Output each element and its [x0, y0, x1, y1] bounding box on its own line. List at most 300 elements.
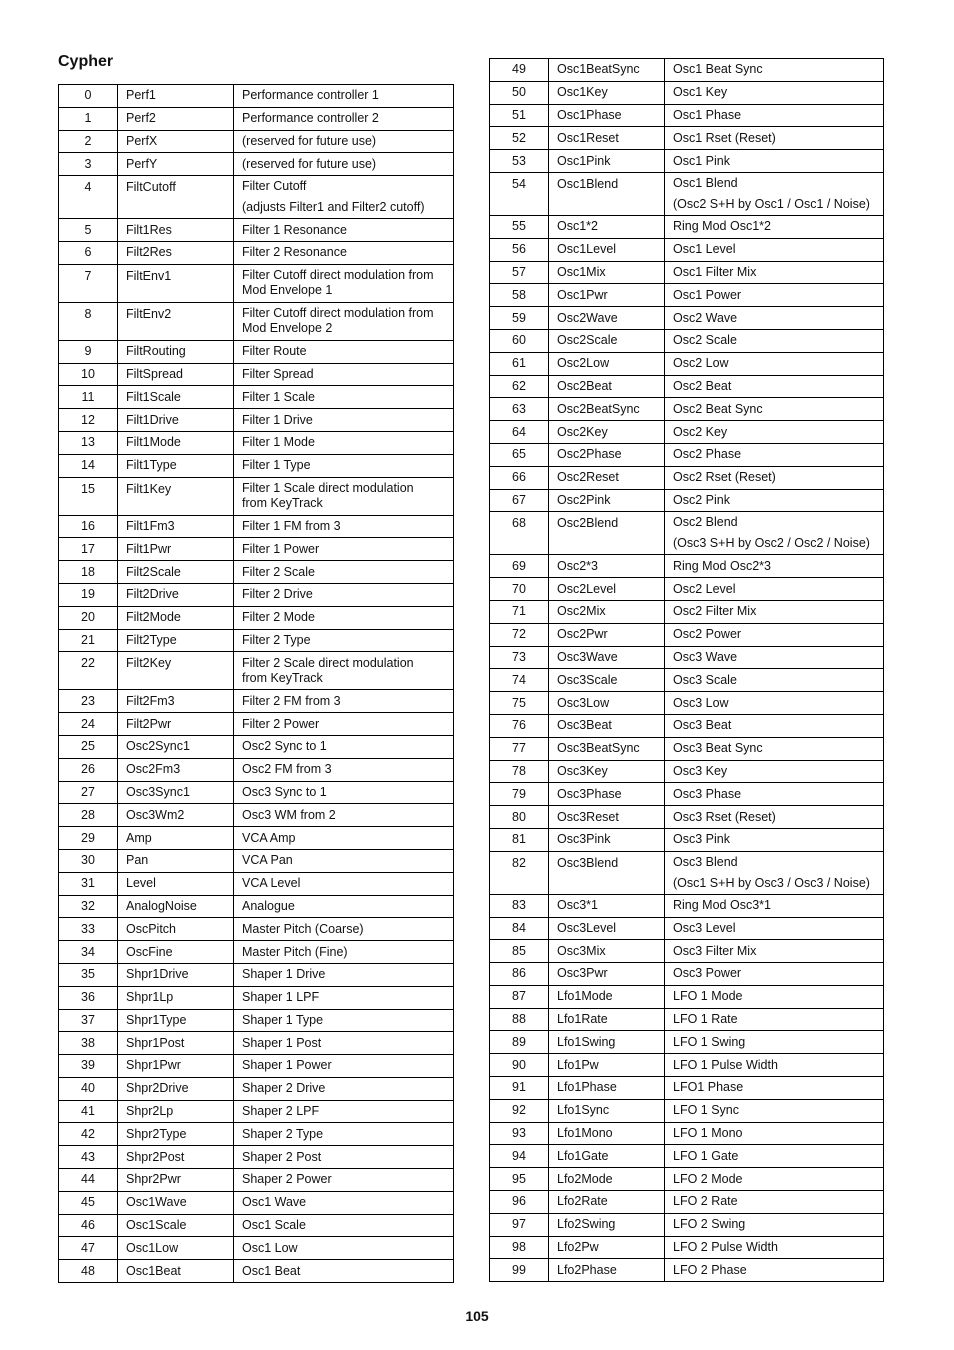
param-number: 33: [59, 918, 118, 941]
table-row: [490, 1008, 884, 1031]
param-number: 59: [490, 307, 549, 330]
table-row: [59, 561, 454, 584]
param-number: 97: [490, 1213, 549, 1236]
param-number: 64: [490, 421, 549, 444]
param-number: 46: [59, 1214, 118, 1237]
param-name: Osc2BeatSync: [549, 398, 665, 421]
param-number: 49: [490, 59, 549, 82]
param-number: 89: [490, 1031, 549, 1054]
table-row: [490, 1122, 884, 1145]
param-description: Ring Mod Osc1*2: [665, 215, 884, 238]
param-number: 85: [490, 940, 549, 963]
table-row: [59, 781, 454, 804]
param-number: 53: [490, 150, 549, 173]
param-description: VCA Pan: [234, 849, 454, 872]
param-description: Filter 1 Resonance: [234, 219, 454, 242]
param-description-line: Filter 2 Scale direct modulation: [242, 655, 414, 670]
param-name: Osc1Reset: [549, 127, 665, 150]
param-name: Level: [118, 872, 234, 895]
param-description: Filter 1 FM from 3: [234, 515, 454, 538]
table-row: [59, 515, 454, 538]
param-number: 65: [490, 443, 549, 466]
param-description: Filter 1 Power: [234, 538, 454, 561]
table-row: [59, 895, 454, 918]
param-number: 77: [490, 737, 549, 760]
param-number: 93: [490, 1122, 549, 1145]
table-row: [59, 713, 454, 736]
table-row: [59, 107, 454, 130]
param-number: 69: [490, 555, 549, 578]
param-name: Lfo2Phase: [549, 1259, 665, 1282]
param-number: 26: [59, 758, 118, 781]
param-description: Filter 1 Scale: [234, 386, 454, 409]
table-row: [59, 735, 454, 758]
param-description: Filter 1 Mode: [234, 431, 454, 454]
param-number: 40: [59, 1077, 118, 1100]
param-number: 30: [59, 849, 118, 872]
param-number: 15: [59, 477, 118, 515]
param-description: Osc1 Rset (Reset): [665, 127, 884, 150]
param-name: Filt2Type: [118, 629, 234, 652]
param-name: Osc1Beat: [118, 1260, 234, 1283]
param-description-line: (Osc2 S+H by Osc1 / Osc1 / Noise): [673, 196, 870, 211]
param-name: FiltSpread: [118, 363, 234, 386]
param-name: Osc1Pink: [549, 150, 665, 173]
param-number: 81: [490, 828, 549, 851]
table-row: [59, 849, 454, 872]
param-name: Shpr1Drive: [118, 963, 234, 986]
table-row: [59, 130, 454, 153]
param-description-line: Filter Cutoff: [242, 179, 307, 194]
table-row: [59, 1191, 454, 1214]
table-row: [490, 172, 884, 215]
table-row: [490, 1259, 884, 1282]
param-number: 43: [59, 1146, 118, 1169]
param-number: 74: [490, 669, 549, 692]
param-description: VCA Level: [234, 872, 454, 895]
param-number: 25: [59, 735, 118, 758]
param-description: [234, 477, 454, 515]
param-number: 94: [490, 1145, 549, 1168]
param-name: Filt1Mode: [118, 431, 234, 454]
param-description: Shaper 2 Post: [234, 1146, 454, 1169]
table-row: [490, 238, 884, 261]
param-description: Osc3 Rset (Reset): [665, 806, 884, 829]
param-number: 35: [59, 963, 118, 986]
param-description: Osc3 WM from 2: [234, 804, 454, 827]
param-description: Filter Route: [234, 340, 454, 363]
param-number: 95: [490, 1168, 549, 1191]
param-name: FiltEnv2: [118, 302, 234, 340]
table-row: [59, 1077, 454, 1100]
table-row: [59, 629, 454, 652]
page-title: Cypher: [58, 53, 114, 70]
param-description: [234, 264, 454, 302]
param-name: Lfo2Pw: [549, 1236, 665, 1259]
table-row: [490, 466, 884, 489]
param-number: 3: [59, 153, 118, 176]
param-number: 17: [59, 538, 118, 561]
param-description: Filter 2 Drive: [234, 583, 454, 606]
param-description: Performance controller 2: [234, 107, 454, 130]
param-description: Shaper 2 Power: [234, 1169, 454, 1192]
param-number: 39: [59, 1055, 118, 1078]
param-number: 31: [59, 872, 118, 895]
param-name: Filt2Drive: [118, 583, 234, 606]
table-row: [490, 81, 884, 104]
table-row: [490, 851, 884, 894]
param-name: Shpr1Lp: [118, 986, 234, 1009]
table-row: [59, 1214, 454, 1237]
param-number: 19: [59, 583, 118, 606]
param-description: LFO 1 Rate: [665, 1008, 884, 1031]
table-row: [59, 538, 454, 561]
param-description: Osc3 Low: [665, 692, 884, 715]
table-row: [490, 1077, 884, 1100]
param-name: Osc3Phase: [549, 783, 665, 806]
param-number: 96: [490, 1191, 549, 1214]
param-number: 73: [490, 646, 549, 669]
param-name: Filt2Res: [118, 241, 234, 264]
param-description: Shaper 2 Drive: [234, 1077, 454, 1100]
param-name: Osc3Wave: [549, 646, 665, 669]
parameter-table-right: [489, 58, 884, 1282]
param-number: 8: [59, 302, 118, 340]
param-number: 4: [59, 176, 118, 219]
param-number: 24: [59, 713, 118, 736]
table-row: [490, 600, 884, 623]
param-number: 21: [59, 629, 118, 652]
table-row: [490, 329, 884, 352]
param-name: Shpr1Pwr: [118, 1055, 234, 1078]
table-row: [59, 1009, 454, 1032]
table-row: [490, 578, 884, 601]
param-description: Osc2 Filter Mix: [665, 600, 884, 623]
param-number: 61: [490, 352, 549, 375]
param-description: LFO 1 Mode: [665, 985, 884, 1008]
param-description: [665, 851, 884, 894]
param-description: Shaper 2 Type: [234, 1123, 454, 1146]
param-name: Filt1Drive: [118, 409, 234, 432]
param-number: 1: [59, 107, 118, 130]
param-name: Osc2Wave: [549, 307, 665, 330]
table-row: [59, 652, 454, 690]
param-description: LFO 2 Swing: [665, 1213, 884, 1236]
param-description-line: Osc3 Blend: [673, 854, 738, 869]
table-row: [59, 872, 454, 895]
param-description: Shaper 2 LPF: [234, 1100, 454, 1123]
table-row: [59, 690, 454, 713]
param-number: 18: [59, 561, 118, 584]
param-description: (reserved for future use): [234, 130, 454, 153]
param-name: Shpr2Post: [118, 1146, 234, 1169]
param-description: Osc1 Phase: [665, 104, 884, 127]
param-number: 63: [490, 398, 549, 421]
param-name: Osc1Pwr: [549, 284, 665, 307]
param-name: Filt2Scale: [118, 561, 234, 584]
param-number: 50: [490, 81, 549, 104]
param-name: Lfo1Swing: [549, 1031, 665, 1054]
param-name: Osc2*3: [549, 555, 665, 578]
param-description: Osc2 Key: [665, 421, 884, 444]
table-row: [59, 386, 454, 409]
table-row: [59, 241, 454, 264]
param-number: 92: [490, 1099, 549, 1122]
param-description: Shaper 1 Drive: [234, 963, 454, 986]
param-name: Lfo2Swing: [549, 1213, 665, 1236]
param-number: 51: [490, 104, 549, 127]
param-name: Osc1BeatSync: [549, 59, 665, 82]
param-description: Filter 2 Power: [234, 713, 454, 736]
table-row: [490, 623, 884, 646]
param-description: LFO 2 Phase: [665, 1259, 884, 1282]
param-description: Master Pitch (Coarse): [234, 918, 454, 941]
param-number: 88: [490, 1008, 549, 1031]
param-number: 10: [59, 363, 118, 386]
param-name: Osc1Key: [549, 81, 665, 104]
param-number: 42: [59, 1123, 118, 1146]
param-number: 98: [490, 1236, 549, 1259]
param-number: 52: [490, 127, 549, 150]
param-description: Shaper 1 Power: [234, 1055, 454, 1078]
param-description: Osc3 Key: [665, 760, 884, 783]
param-number: 71: [490, 600, 549, 623]
param-description: Osc2 Wave: [665, 307, 884, 330]
table-row: [490, 215, 884, 238]
param-name: Osc2Fm3: [118, 758, 234, 781]
param-description: [665, 512, 884, 555]
param-description: LFO 1 Pulse Width: [665, 1054, 884, 1077]
param-name: Osc1Level: [549, 238, 665, 261]
table-row: [490, 127, 884, 150]
table-row: [490, 421, 884, 444]
param-name: Shpr2Pwr: [118, 1169, 234, 1192]
table-row: [59, 758, 454, 781]
param-number: 14: [59, 454, 118, 477]
table-row: [59, 176, 454, 219]
param-number: 60: [490, 329, 549, 352]
table-row: [59, 1169, 454, 1192]
param-name: Osc1Blend: [549, 172, 665, 215]
param-description: Osc1 Wave: [234, 1191, 454, 1214]
param-name: OscPitch: [118, 918, 234, 941]
param-number: 99: [490, 1259, 549, 1282]
param-name: Osc2Reset: [549, 466, 665, 489]
table-row: [490, 352, 884, 375]
param-name: Osc3Reset: [549, 806, 665, 829]
param-description-line: Filter Cutoff direct modulation from: [242, 306, 434, 321]
table-row: [490, 1145, 884, 1168]
param-name: Lfo1Rate: [549, 1008, 665, 1031]
param-number: 2: [59, 130, 118, 153]
param-description: Shaper 1 Type: [234, 1009, 454, 1032]
table-row: [59, 918, 454, 941]
param-description: Master Pitch (Fine): [234, 941, 454, 964]
table-row: [59, 941, 454, 964]
param-number: 20: [59, 606, 118, 629]
table-row: [490, 940, 884, 963]
table-row: [490, 150, 884, 173]
param-name: OscFine: [118, 941, 234, 964]
param-number: 6: [59, 241, 118, 264]
table-row: [490, 443, 884, 466]
param-description-line: (Osc1 S+H by Osc3 / Osc3 / Noise): [673, 875, 870, 890]
table-row: [490, 307, 884, 330]
param-name: Lfo1Gate: [549, 1145, 665, 1168]
table-row: [59, 219, 454, 242]
param-description: Osc2 Beat: [665, 375, 884, 398]
param-name: FiltRouting: [118, 340, 234, 363]
param-description: Osc3 Phase: [665, 783, 884, 806]
param-name: Osc3Pink: [549, 828, 665, 851]
param-number: 84: [490, 917, 549, 940]
param-name: Filt1Pwr: [118, 538, 234, 561]
param-description: Ring Mod Osc3*1: [665, 894, 884, 917]
param-description: LFO 1 Gate: [665, 1145, 884, 1168]
param-name: Osc2Pink: [549, 489, 665, 512]
param-name: Filt1Key: [118, 477, 234, 515]
param-name: Osc3Level: [549, 917, 665, 940]
param-number: 29: [59, 827, 118, 850]
param-number: 83: [490, 894, 549, 917]
param-number: 57: [490, 261, 549, 284]
param-description: LFO 1 Sync: [665, 1099, 884, 1122]
param-name: Perf1: [118, 85, 234, 108]
param-number: 11: [59, 386, 118, 409]
table-row: [490, 783, 884, 806]
param-name: Lfo1Sync: [549, 1099, 665, 1122]
param-description: Osc1 Low: [234, 1237, 454, 1260]
table-row: [490, 1031, 884, 1054]
table-row: [490, 1168, 884, 1191]
param-name: Osc1*2: [549, 215, 665, 238]
table-row: [59, 1146, 454, 1169]
param-name: Osc1Mix: [549, 261, 665, 284]
table-row: [59, 340, 454, 363]
table-row: [490, 1213, 884, 1236]
param-number: 68: [490, 512, 549, 555]
param-name: PerfX: [118, 130, 234, 153]
table-row: [490, 1191, 884, 1214]
table-row: [490, 1236, 884, 1259]
param-name: Pan: [118, 849, 234, 872]
param-name: AnalogNoise: [118, 895, 234, 918]
param-description: Osc3 Filter Mix: [665, 940, 884, 963]
param-description: Shaper 1 LPF: [234, 986, 454, 1009]
param-description: [234, 176, 454, 219]
param-number: 58: [490, 284, 549, 307]
param-description: LFO 2 Rate: [665, 1191, 884, 1214]
param-description-line: (Osc3 S+H by Osc2 / Osc2 / Noise): [673, 536, 870, 551]
param-description: Filter 2 Mode: [234, 606, 454, 629]
param-description-line: Filter Cutoff direct modulation from: [242, 268, 434, 283]
param-description: Osc2 Pink: [665, 489, 884, 512]
parameter-table-left: [58, 84, 454, 1283]
table-row: [59, 409, 454, 432]
param-name: Filt1Scale: [118, 386, 234, 409]
param-description: Filter 1 Drive: [234, 409, 454, 432]
param-name: Filt1Type: [118, 454, 234, 477]
param-name: Osc3Low: [549, 692, 665, 715]
table-row: [59, 302, 454, 340]
param-name: Osc2Pwr: [549, 623, 665, 646]
table-row: [490, 284, 884, 307]
param-description: [234, 302, 454, 340]
param-name: Filt1Res: [118, 219, 234, 242]
param-description: LFO 2 Pulse Width: [665, 1236, 884, 1259]
param-description: Osc1 Filter Mix: [665, 261, 884, 284]
param-description: Osc2 Sync to 1: [234, 735, 454, 758]
param-description: Osc3 Sync to 1: [234, 781, 454, 804]
table-row: [59, 1260, 454, 1283]
param-number: 70: [490, 578, 549, 601]
param-description: LFO1 Phase: [665, 1077, 884, 1100]
param-description-line: from KeyTrack: [242, 496, 323, 511]
param-number: 80: [490, 806, 549, 829]
param-name: Osc2Mix: [549, 600, 665, 623]
param-description: Osc1 Key: [665, 81, 884, 104]
table-row: [490, 894, 884, 917]
param-number: 62: [490, 375, 549, 398]
param-description: Osc1 Scale: [234, 1214, 454, 1237]
param-number: 0: [59, 85, 118, 108]
param-description-line: Osc2 Blend: [673, 515, 738, 530]
table-row: [490, 692, 884, 715]
param-description: Osc1 Beat: [234, 1260, 454, 1283]
param-name: Lfo1Mode: [549, 985, 665, 1008]
param-name: Lfo1Mono: [549, 1122, 665, 1145]
param-name: Osc3*1: [549, 894, 665, 917]
table-row: [59, 454, 454, 477]
table-row: [490, 375, 884, 398]
table-row: [59, 431, 454, 454]
param-number: 87: [490, 985, 549, 1008]
table-row: [490, 985, 884, 1008]
param-name: Osc2Blend: [549, 512, 665, 555]
param-name: Filt1Fm3: [118, 515, 234, 538]
param-name: Shpr2Drive: [118, 1077, 234, 1100]
table-row: [59, 264, 454, 302]
table-row: [490, 489, 884, 512]
param-name: Lfo1Pw: [549, 1054, 665, 1077]
table-row: [490, 714, 884, 737]
param-number: 12: [59, 409, 118, 432]
param-description: Shaper 1 Post: [234, 1032, 454, 1055]
table-row: [59, 827, 454, 850]
table-row: [490, 917, 884, 940]
param-description: Osc3 Wave: [665, 646, 884, 669]
param-description: Filter Spread: [234, 363, 454, 386]
param-number: 75: [490, 692, 549, 715]
param-description-line: Mod Envelope 2: [242, 321, 333, 336]
param-name: Osc2Level: [549, 578, 665, 601]
param-name: Osc2Beat: [549, 375, 665, 398]
table-row: [59, 1123, 454, 1146]
param-description: [665, 172, 884, 215]
param-number: 82: [490, 851, 549, 894]
param-description: Osc1 Power: [665, 284, 884, 307]
param-name: Osc1Wave: [118, 1191, 234, 1214]
param-number: 54: [490, 172, 549, 215]
param-number: 22: [59, 652, 118, 690]
param-name: Osc3Scale: [549, 669, 665, 692]
table-row: [59, 85, 454, 108]
param-name: Osc2Scale: [549, 329, 665, 352]
param-number: 41: [59, 1100, 118, 1123]
param-description: Ring Mod Osc2*3: [665, 555, 884, 578]
param-name: Lfo2Rate: [549, 1191, 665, 1214]
param-name: Osc3Mix: [549, 940, 665, 963]
